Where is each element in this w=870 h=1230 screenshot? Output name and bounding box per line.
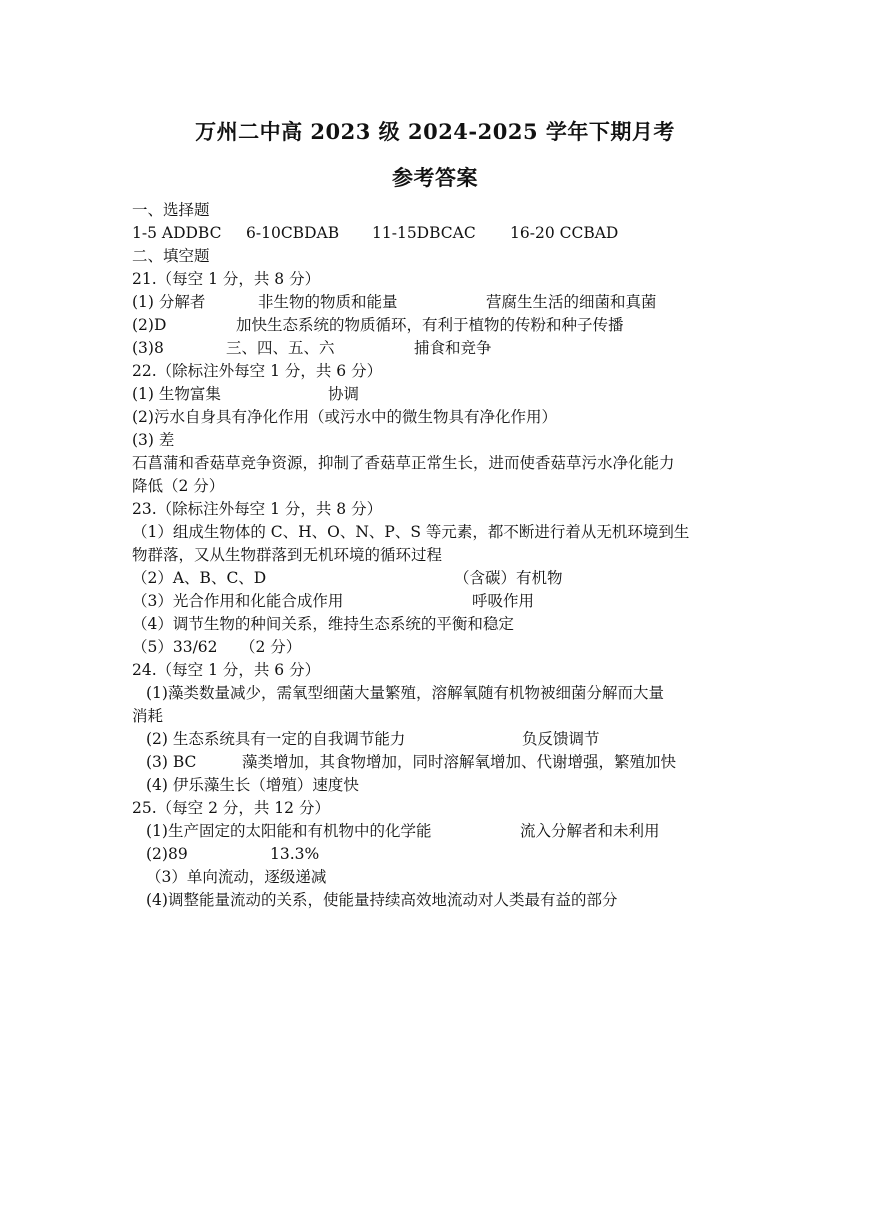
- q23-line-3: [132, 591, 732, 611]
- choice-answers-row: [132, 223, 732, 243]
- q22-line-3: (3) 差: [132, 431, 175, 449]
- choice-answers-1-5: 1-5 ADDBC: [132, 224, 222, 242]
- q24-line-2: [146, 729, 736, 749]
- q25-line-1: [146, 821, 736, 841]
- q24-line-1-cont: 消耗: [132, 707, 164, 725]
- q24-line-3: [146, 752, 736, 772]
- q23-answer: （3）光合作用和化能合成作用: [132, 592, 344, 610]
- q24-heading: 24.（每空 1 分，共 6 分）: [132, 661, 321, 679]
- q24-line-4: (4) 伊乐藻生长（增殖）速度快: [146, 776, 359, 794]
- choice-answers-6-10: 6-10CBDAB: [246, 224, 340, 242]
- q23-answer: （2 分）: [240, 638, 302, 656]
- q21-answer: (3)8: [132, 339, 164, 357]
- document-title: 万州二中高 2023 级 2024-2025 学年下期月考: [195, 119, 675, 144]
- q21-answer: 非生物的物质和能量: [258, 293, 398, 311]
- q25-line-4: (4)调整能量流动的关系，使能量持续高效地流动对人类最有益的部分: [146, 891, 618, 909]
- q23-answer: （含碳）有机物: [454, 569, 563, 587]
- q22-heading: 22.（除标注外每空 1 分，共 6 分）: [132, 362, 383, 380]
- section-heading-choice: 一、选择题: [132, 201, 210, 219]
- q22-line-1: [132, 384, 732, 404]
- q21-line-1: [132, 292, 732, 312]
- q22-answer: 协调: [328, 385, 360, 403]
- q25-answer: (2)89: [146, 845, 188, 863]
- q24-answer: 藻类增加，其食物增加，同时溶解氧增加、代谢增强，繁殖加快: [242, 753, 677, 771]
- q23-heading: 23.（除标注外每空 1 分，共 8 分）: [132, 500, 383, 518]
- q24-line-1: (1)藻类数量减少，需氧型细菌大量繁殖，溶解氧随有机物被细菌分解而大量: [146, 684, 664, 702]
- q21-answer: 捕食和竞争: [414, 339, 492, 357]
- q21-line-3: [132, 338, 732, 358]
- section-heading-fill: 二、填空题: [132, 247, 210, 265]
- q25-line-3: （3）单向流动，逐级递减: [146, 868, 327, 886]
- q21-answer: 营腐生生活的细菌和真菌: [486, 293, 657, 311]
- q23-line-4: （4）调节生物的种间关系，维持生态系统的平衡和稳定: [132, 615, 514, 633]
- q22-line-2: (2)污水自身具有净化作用（或污水中的微生物具有净化作用）: [132, 408, 557, 426]
- q23-line-1: （1）组成生物体的 C、H、O、N、P、S 等元素，都不断进行着从无机环境到生: [132, 523, 690, 541]
- q23-answer: （5）33/62: [132, 638, 218, 656]
- q22-line-5: 降低（2 分）: [132, 477, 225, 495]
- q22-answer: (1) 生物富集: [132, 385, 221, 403]
- q25-line-2: [146, 844, 736, 864]
- q23-answer: 呼吸作用: [472, 592, 535, 610]
- q21-answer: 加快生态系统的物质循环，有利于植物的传粉和种子传播: [236, 316, 624, 334]
- q24-answer: 负反馈调节: [522, 730, 600, 748]
- q24-answer: (2) 生态系统具有一定的自我调节能力: [146, 730, 406, 748]
- q24-answer: (3) BC: [146, 753, 197, 771]
- q21-answer: (2)D: [132, 316, 167, 334]
- q23-line-5: [132, 637, 732, 657]
- document-subtitle: 参考答案: [392, 165, 478, 190]
- q25-answer: 13.3%: [270, 845, 320, 863]
- q23-line-1-cont: 物群落，又从生物群落到无机环境的循环过程: [132, 546, 443, 564]
- q23-answer: （2）A、B、C、D: [132, 569, 267, 587]
- q22-line-4: 石菖蒲和香菇草竞争资源，抑制了香菇草正常生长，进而使香菇草污水净化能力: [132, 454, 675, 472]
- q25-answer: 流入分解者和未利用: [520, 822, 660, 840]
- choice-answers-16-20: 16-20 CCBAD: [510, 224, 619, 242]
- q21-answer: (1) 分解者: [132, 293, 206, 311]
- q25-heading: 25.（每空 2 分，共 12 分）: [132, 799, 330, 817]
- q21-heading: 21.（每空 1 分，共 8 分）: [132, 270, 321, 288]
- q25-answer: (1)生产固定的太阳能和有机物中的化学能: [146, 822, 432, 840]
- q21-answer: 三、四、五、六: [226, 339, 335, 357]
- choice-answers-11-15: 11-15DBCAC: [372, 224, 476, 242]
- q23-line-2: [132, 568, 732, 588]
- q21-line-2: [132, 315, 732, 335]
